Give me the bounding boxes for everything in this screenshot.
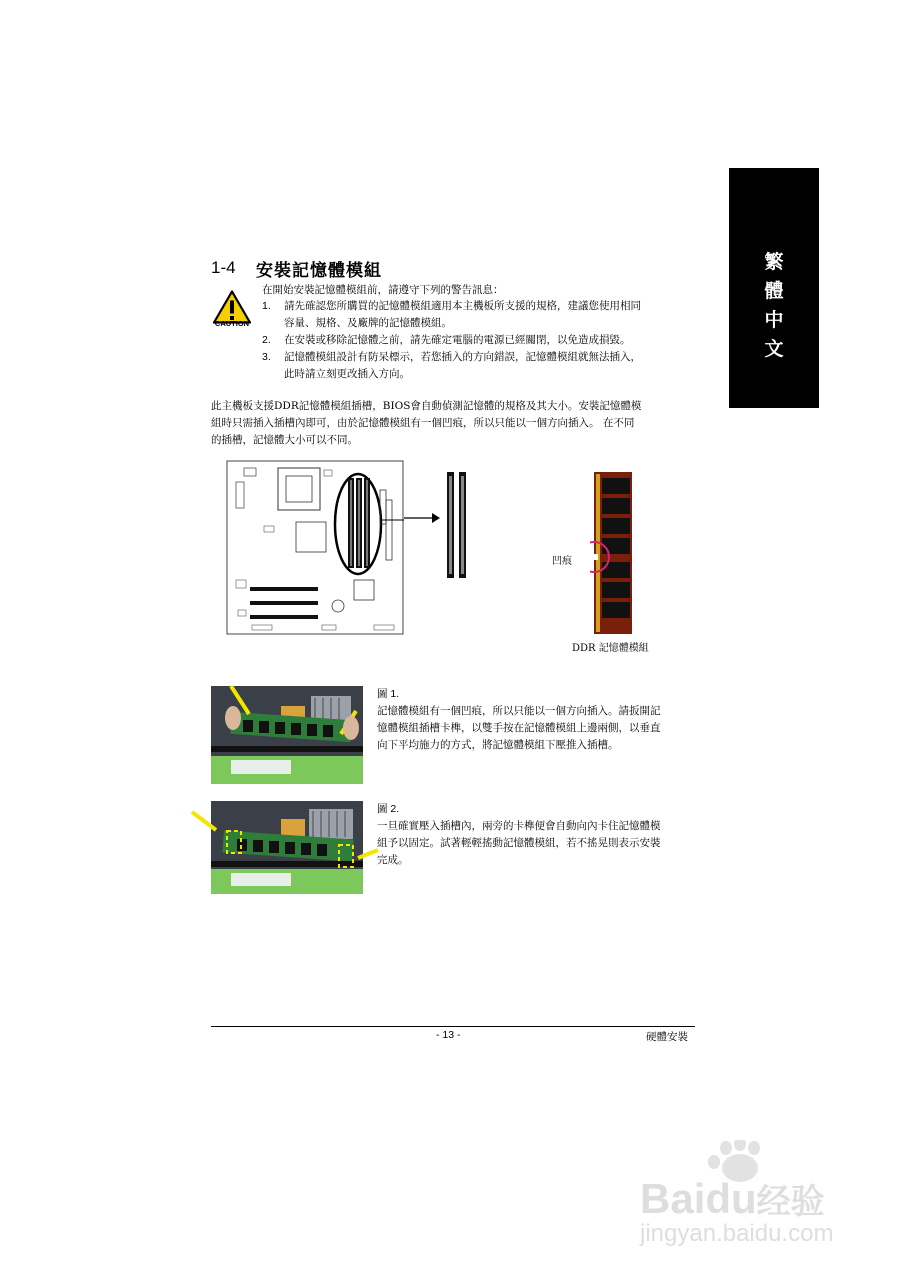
arrow-right-icon	[404, 512, 440, 524]
caution-item-number: 1.	[262, 300, 271, 312]
figure-1-photo	[211, 686, 363, 784]
side-tab-char: 中	[764, 309, 784, 331]
caution-item-text: 請先確認您所購買的記憶體模組適用本主機板所支援的規格，建議您使用相同	[284, 300, 641, 312]
side-tab-char: 體	[764, 280, 784, 302]
notch-label: 凹痕	[552, 556, 572, 567]
figure-1-line: 記憶體模組有一個凹痕，所以只能以一個方向插入。請扳開記	[377, 705, 661, 717]
watermark-brand: Bai	[640, 1175, 706, 1222]
paragraph-line: 組時只需插入插槽內即可，由於記憶體模組有一個凹痕，所以只能以一個方向插入。 在不同	[211, 417, 635, 429]
figure-1-title: 圖 1.	[377, 688, 400, 700]
side-tab-char: 繁	[764, 251, 784, 273]
figure-2-line: 組予以固定。試著輕輕搖動記憶體模組，若不搖晃則表示安裝	[377, 837, 661, 849]
watermark-url: jingyan.baidu.com	[640, 1220, 834, 1247]
footer-rule	[211, 1026, 695, 1027]
caution-item-text: 在安裝或移除記憶體之前，請先確定電腦的電源已經關閉，以免造成損毀。	[284, 334, 631, 346]
side-tab-char: 文	[764, 338, 784, 360]
ddr-caption: DDR 記憶體模組	[572, 643, 649, 654]
watermark-brand-cn: 经验	[756, 1183, 825, 1221]
yellow-pointer-icon	[190, 810, 220, 834]
section-number: 1-4	[211, 258, 236, 277]
memory-slots-closeup	[444, 470, 470, 580]
caution-item-text: 容量、規格、及廠牌的記憶體模組。	[284, 317, 452, 329]
figure-2-line: 一旦確實壓入插槽內，兩旁的卡榫便會自動向內卡住記憶體模	[377, 820, 661, 832]
section-title: 安裝記憶體模組	[256, 261, 382, 281]
caution-item-text: 此時請立刻更改插入方向。	[284, 368, 410, 380]
caution-label: CAUTION	[214, 319, 250, 328]
ddr-memory-module	[590, 470, 636, 640]
figure-2-photo	[211, 801, 363, 894]
paragraph-line: 的插槽，記憶體大小可以不同。	[211, 434, 358, 446]
motherboard-diagram	[226, 460, 404, 635]
intro-paragraph	[211, 398, 697, 449]
footer-chapter-title: 硬體安裝	[646, 1031, 688, 1043]
baidu-watermark	[630, 1140, 870, 1250]
page-number: - 13 -	[436, 1029, 461, 1041]
figure-1-line: 向下平均施力的方式，將記憶體模組下壓推入插槽。	[377, 739, 619, 751]
figure-2-title: 圖 2.	[377, 803, 400, 815]
caution-intro: 在開始安裝記憶體模組前，請遵守下列的警告訊息：	[262, 284, 504, 296]
language-side-tab	[729, 168, 819, 408]
caution-item-number: 2.	[262, 334, 271, 346]
caution-item-text: 記憶體模組設計有防呆標示，若您插入的方向錯誤，記憶體模組就無法插入，	[284, 351, 641, 363]
watermark-brand-du: du	[705, 1175, 757, 1222]
figure-2-line: 完成。	[377, 854, 409, 866]
paragraph-line: 此主機板支援DDR記憶體模組插槽，BIOS會自動偵測記憶體的規格及其大小。安裝記憶體模	[211, 400, 642, 412]
caution-item-number: 3.	[262, 351, 271, 363]
figure-1-line: 憶體模組插槽卡榫，以雙手按在記憶體模組上邊兩側，以垂直	[377, 722, 661, 734]
